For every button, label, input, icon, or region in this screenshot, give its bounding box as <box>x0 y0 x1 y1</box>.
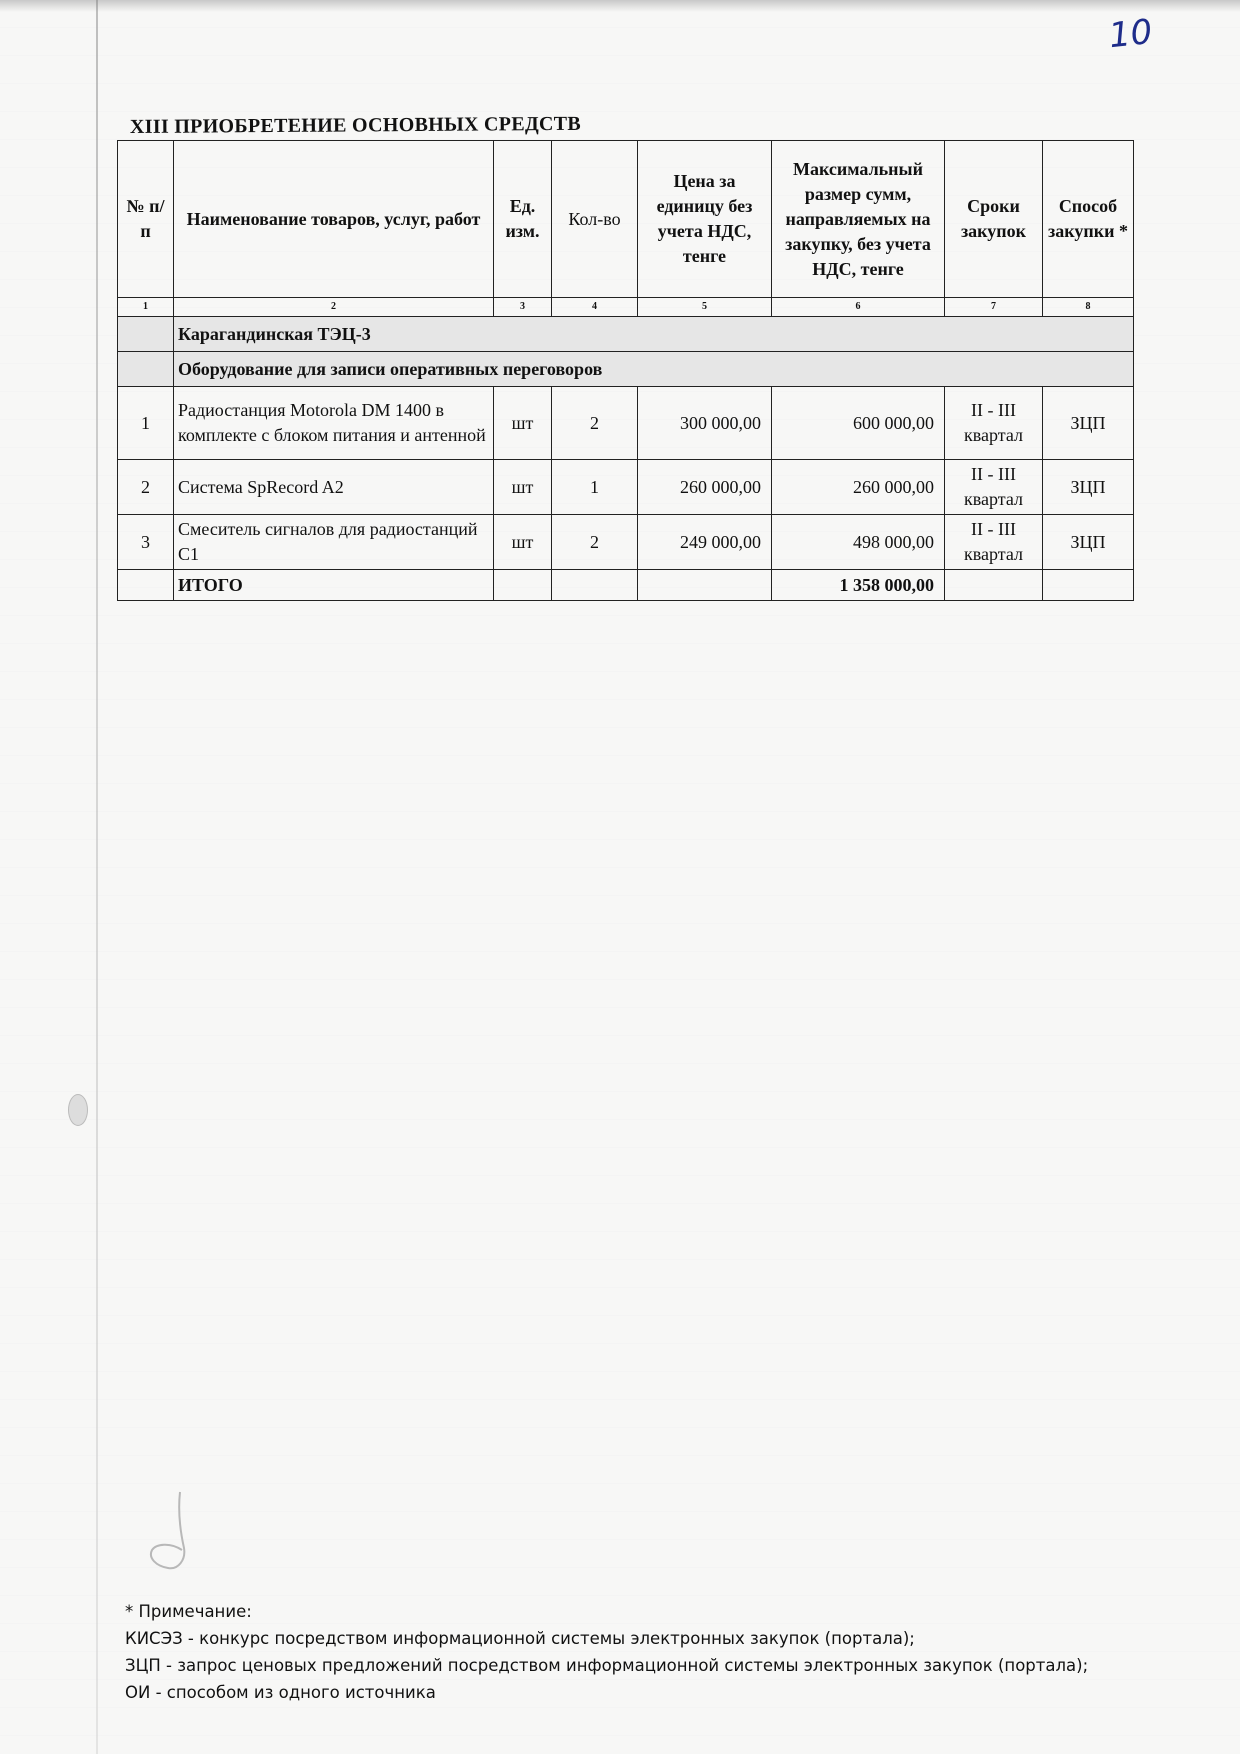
row-unit: шт <box>494 387 552 460</box>
note-line: ЗЦП - запрос ценовых предложений посредством информационной системы электронных закупок (портала); <box>125 1656 1089 1675</box>
column-number-row <box>118 298 1134 317</box>
total-row <box>118 570 1134 601</box>
header-name: Наименование товаров, услуг, работ <box>174 141 494 298</box>
group-name: Оборудование для записи оперативных переговоров <box>174 352 1134 387</box>
row-unit-price: 300 000,00 <box>638 387 772 460</box>
organization-name: Карагандинская ТЭЦ-3 <box>174 317 1134 352</box>
table-row <box>118 460 1134 515</box>
row-unit-price: 260 000,00 <box>638 460 772 515</box>
row-quantity: 2 <box>552 387 638 460</box>
row-name: Система SpRecord A2 <box>174 460 494 515</box>
section-title: XIII ПРИОБРЕТЕНИЕ ОСНОВНЫХ СРЕДСТВ <box>129 112 582 138</box>
organization-empty-cell <box>118 317 174 352</box>
row-period: II - III квартал <box>945 387 1043 460</box>
total-empty-cell <box>945 570 1043 601</box>
scan-shadow-top <box>0 0 1240 12</box>
column-number: 2 <box>174 298 494 317</box>
note-line: ОИ - способом из одного источника <box>125 1683 436 1702</box>
row-unit: шт <box>494 515 552 570</box>
total-empty-cell <box>638 570 772 601</box>
row-sum: 498 000,00 <box>772 515 945 570</box>
column-number: 1 <box>118 298 174 317</box>
total-empty-cell <box>552 570 638 601</box>
row-method: ЗЦП <box>1043 515 1134 570</box>
column-number: 5 <box>638 298 772 317</box>
total-sum: 1 358 000,00 <box>772 570 945 601</box>
header-unit-price: Цена за единицу без учета НДС, тенге <box>638 141 772 298</box>
table-row <box>118 387 1134 460</box>
group-row <box>118 352 1134 387</box>
row-period: II - III квартал <box>945 460 1043 515</box>
note-line: КИСЭЗ - конкурс посредством информационной системы электронных закупок (портала); <box>125 1629 915 1648</box>
table-header-row <box>118 141 1134 298</box>
column-number: 8 <box>1043 298 1134 317</box>
total-empty-cell <box>118 570 174 601</box>
row-name: Радиостанция Motorola DM 1400 в комплекте с блоком питания и антенной <box>174 387 494 460</box>
signature-mark <box>140 1490 220 1580</box>
row-quantity: 1 <box>552 460 638 515</box>
column-number: 4 <box>552 298 638 317</box>
header-method: Способ закупки * <box>1043 141 1134 298</box>
row-number: 2 <box>118 460 174 515</box>
procurement-table <box>117 140 1134 601</box>
column-number: 7 <box>945 298 1043 317</box>
footnotes <box>125 1598 1088 1706</box>
row-name: Смеситель сигналов для радиостанций С1 <box>174 515 494 570</box>
total-label: ИТОГО <box>174 570 494 601</box>
handwritten-page-number: 10 <box>1106 11 1154 57</box>
column-number: 6 <box>772 298 945 317</box>
organization-row <box>118 317 1134 352</box>
header-unit: Ед. изм. <box>494 141 552 298</box>
binder-edge <box>96 0 98 1754</box>
row-number: 1 <box>118 387 174 460</box>
header-period: Сроки закупок <box>945 141 1043 298</box>
total-empty-cell <box>494 570 552 601</box>
column-number: 3 <box>494 298 552 317</box>
row-unit-price: 249 000,00 <box>638 515 772 570</box>
row-unit: шт <box>494 460 552 515</box>
group-empty-cell <box>118 352 174 387</box>
notes-title: * Примечание: <box>125 1602 252 1621</box>
punch-hole <box>68 1094 88 1126</box>
row-number: 3 <box>118 515 174 570</box>
row-period: II - III квартал <box>945 515 1043 570</box>
total-empty-cell <box>1043 570 1134 601</box>
row-sum: 260 000,00 <box>772 460 945 515</box>
header-number: № п/п <box>118 141 174 298</box>
row-method: ЗЦП <box>1043 387 1134 460</box>
row-method: ЗЦП <box>1043 460 1134 515</box>
header-quantity: Кол-во <box>552 141 638 298</box>
header-max-sum: Максимальный размер сумм, направляемых на закупку, без учета НДС, тенге <box>772 141 945 298</box>
row-sum: 600 000,00 <box>772 387 945 460</box>
row-quantity: 2 <box>552 515 638 570</box>
table-row <box>118 515 1134 570</box>
